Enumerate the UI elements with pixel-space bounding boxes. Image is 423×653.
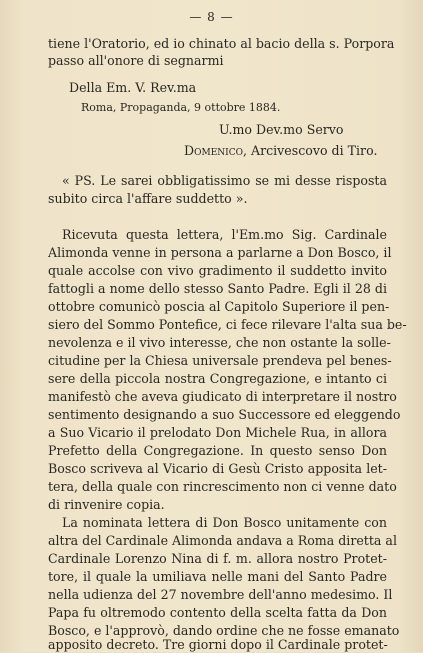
paragraph-line: tera, della quale con rincrescimento non ci venne dato — [48, 479, 397, 494]
paragraph-line: siero del Sommo Pontefice, ci fece rilevare l'alta sua be- — [48, 317, 407, 332]
paragraph-line: manifestò che aveva giudicato di interpretare il nostro — [48, 389, 397, 404]
signature-title: , Arcivescovo di Tiro. — [242, 143, 378, 158]
paragraph-line: fattogli a nome dello stesso Santo Padre. Egli il 28 di — [48, 281, 387, 296]
paragraph-line: citudine per la Chiesa universale prendeva pel benes- — [48, 353, 392, 368]
paragraph-line: nella udienza del 27 novembre dell'anno medesimo. Il — [48, 587, 393, 602]
postscript-line: « PS. Le sarei obbligatissimo se mi desse risposta — [62, 173, 387, 188]
paragraph-line: tore, il quale la umiliava nelle mani del Santo Padre — [48, 569, 387, 584]
paragraph-line: a Suo Vicario il prelodato Don Michele Rua, in allora — [48, 425, 387, 440]
paragraph-line: altra del Cardinale Alimonda andava a Roma diretta al — [48, 533, 397, 548]
page-number: — 8 — — [189, 10, 234, 24]
paragraph-line: nevolenza e il vivo interesse, che non ostante la solle- — [48, 335, 391, 350]
paragraph-line: Prefetto della Congregazione. In questo senso Don — [48, 443, 387, 458]
paragraph-line: Bosco, e l'approvò, dando ordine che ne fosse emanato — [48, 623, 400, 638]
postscript-line: subito circa l'affare suddetto ». — [48, 191, 248, 206]
letter-line: tiene l'Oratorio, ed io chinato al bacio della s. Porpora — [48, 36, 395, 51]
letter-line: passo all'onore di segnarmi — [48, 53, 224, 68]
paragraph-line: Papa fu oltremodo contento della scelta fatta da Don — [48, 605, 387, 620]
paragraph-line: La nominata lettera di Don Bosco unitamente con — [62, 515, 387, 530]
paragraph-line: quale accolse con vivo gradimento il suddetto invito — [48, 263, 387, 278]
signature-name: Domenico — [184, 143, 243, 158]
letter-signature — [184, 143, 377, 159]
paragraph-line: Ricevuta questa lettera, l'Em.mo Sig. Cardinale — [62, 227, 387, 242]
letter-salutation: Della Em. V. Rev.ma — [69, 80, 197, 95]
letter-place-date: Roma, Propaganda, 9 ottobre 1884. — [81, 101, 281, 114]
paragraph-line: sentimento designando a suo Successore ed eleggendo — [48, 407, 401, 422]
letter-closing: U.mo Dev.mo Servo — [219, 122, 344, 137]
paragraph-line: ottobre comunicò poscia al Capitolo Superiore il pen- — [48, 299, 390, 314]
paragraph-line: Alimonda venne in persona a parlarne a Don Bosco, il — [48, 245, 392, 260]
paragraph-line: Cardinale Lorenzo Nina di f. m. allora nostro Protet- — [48, 551, 387, 566]
paragraph-line: di rinvenire copia. — [48, 497, 165, 512]
paragraph-line: Bosco scriveva al Vicario di Gesù Cristo apposita let- — [48, 461, 387, 476]
paragraph-line: apposito decreto. Tre giorni dopo il Cardinale protet- — [48, 637, 388, 652]
paragraph-line: sere della piccola nostra Congregazione, e intanto ci — [48, 371, 387, 386]
